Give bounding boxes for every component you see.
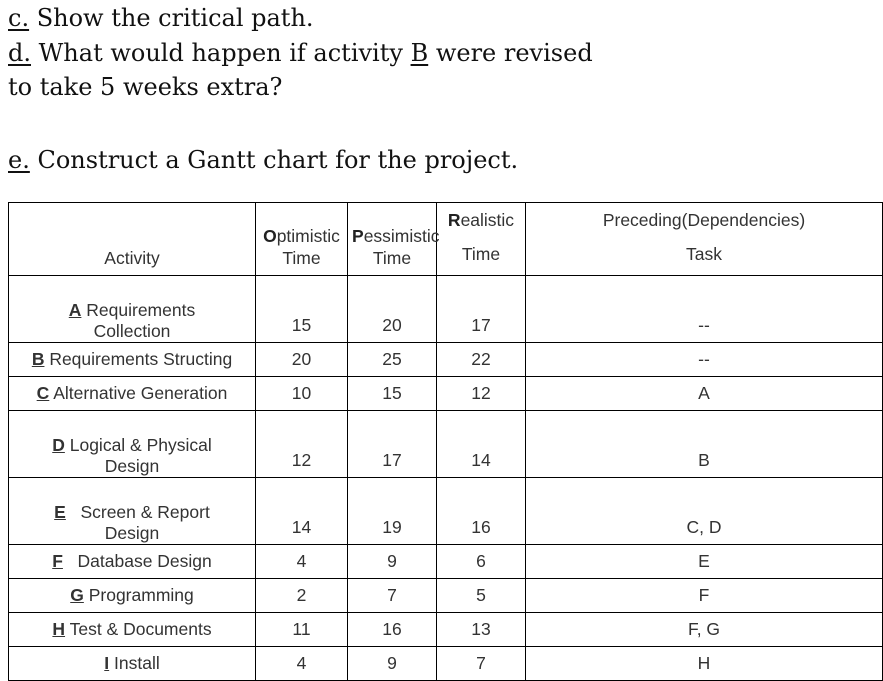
table-row <box>9 377 883 411</box>
activity-cell <box>9 411 256 478</box>
question-d <box>8 38 593 68</box>
header-optimistic-letter: O <box>263 226 277 246</box>
activity-letter: F <box>52 551 63 571</box>
question-d-line2: to take 5 weeks extra? <box>8 73 283 101</box>
question-e-letter: e. <box>8 146 30 174</box>
question-d-text-after: were revised <box>428 39 593 67</box>
optimistic-cell: 14 <box>256 478 348 545</box>
table-row <box>9 276 883 343</box>
question-c-letter: c. <box>8 4 30 32</box>
optimistic-cell: 4 <box>256 647 348 681</box>
pessimistic-cell: 19 <box>348 478 437 545</box>
header-pessimistic-rest: essimistic <box>363 226 440 246</box>
table-row <box>9 647 883 681</box>
realistic-cell: 12 <box>437 377 526 411</box>
activity-name-line1: Requirements <box>81 300 196 320</box>
activity-table <box>8 202 883 681</box>
activity-cell <box>9 647 256 681</box>
optimistic-cell: 10 <box>256 377 348 411</box>
table-row <box>9 343 883 377</box>
activity-cell <box>9 579 256 613</box>
table-row <box>9 478 883 545</box>
activity-cell <box>9 276 256 343</box>
activity-letter: A <box>68 300 82 320</box>
activity-letter: H <box>52 619 66 639</box>
optimistic-cell: 11 <box>256 613 348 647</box>
preceding-cell: H <box>526 647 883 681</box>
activity-cell <box>9 545 256 579</box>
activity-letter: I <box>104 653 110 673</box>
question-c <box>8 3 314 33</box>
activity-name-line2: Collection <box>93 321 171 341</box>
header-pessimistic <box>348 203 440 276</box>
optimistic-cell: 4 <box>256 545 348 579</box>
header-realistic-rest: ealistic <box>460 210 515 230</box>
header-preceding-line1: Preceding(Dependencies) <box>602 210 806 230</box>
header-preceding <box>526 203 883 276</box>
pessimistic-cell: 20 <box>348 276 437 343</box>
activity-cell <box>9 478 256 545</box>
activity-letter: B <box>31 349 45 369</box>
activity-name-line1: Install <box>109 653 160 673</box>
header-activity: Activity <box>9 203 256 276</box>
realistic-cell: 14 <box>437 411 526 478</box>
header-pessimistic-sub: Time <box>372 248 412 268</box>
question-e-text: Construct a Gantt chart for the project. <box>29 146 519 174</box>
activity-cell <box>9 343 256 377</box>
activity-cell <box>9 377 256 411</box>
realistic-cell: 13 <box>437 613 526 647</box>
table-row <box>9 613 883 647</box>
preceding-cell: F, G <box>526 613 883 647</box>
table-row <box>9 545 883 579</box>
activity-name-line1: Alternative Generation <box>49 383 228 403</box>
header-realistic-letter: R <box>447 210 461 230</box>
pessimistic-cell: 17 <box>348 411 437 478</box>
table-header-row <box>9 203 883 276</box>
preceding-cell: C, D <box>526 478 883 545</box>
question-d-text-before: What would happen if activity <box>31 39 411 67</box>
pessimistic-cell: 9 <box>348 545 437 579</box>
pessimistic-cell: 25 <box>348 343 437 377</box>
activity-name-line2: Design <box>104 523 160 543</box>
activity-cell <box>9 613 256 647</box>
realistic-cell: 16 <box>437 478 526 545</box>
preceding-cell: B <box>526 411 883 478</box>
pessimistic-cell: 15 <box>348 377 437 411</box>
optimistic-cell: 12 <box>256 411 348 478</box>
table-row <box>9 579 883 613</box>
realistic-cell: 7 <box>437 647 526 681</box>
pessimistic-cell: 9 <box>348 647 437 681</box>
question-d-letter: d. <box>8 39 31 67</box>
table-row <box>9 411 883 478</box>
pessimistic-cell: 16 <box>348 613 437 647</box>
header-preceding-line2: Task <box>686 244 722 264</box>
pessimistic-cell: 7 <box>348 579 437 613</box>
preceding-cell: E <box>526 545 883 579</box>
preceding-cell: F <box>526 579 883 613</box>
preceding-cell: -- <box>526 343 883 377</box>
realistic-cell: 5 <box>437 579 526 613</box>
realistic-cell: 22 <box>437 343 526 377</box>
activity-letter: C <box>36 383 50 403</box>
activity-name-line1: Screen & Report <box>65 502 210 522</box>
activity-name-line2: Design <box>104 456 160 476</box>
optimistic-cell: 2 <box>256 579 348 613</box>
activity-name-line1: Requirements Structing <box>44 349 233 369</box>
activity-name-line1: Database Design <box>62 551 212 571</box>
question-c-text: Show the critical path. <box>29 4 314 32</box>
activity-letter: G <box>70 585 84 605</box>
optimistic-cell: 15 <box>256 276 348 343</box>
preceding-cell: A <box>526 377 883 411</box>
header-realistic <box>437 203 526 276</box>
header-realistic-sub: Time <box>461 244 501 264</box>
header-optimistic <box>256 203 348 276</box>
optimistic-cell: 20 <box>256 343 348 377</box>
activity-name-line1: Logical & Physical <box>64 435 212 455</box>
activity-name-line1: Test & Documents <box>65 619 212 639</box>
realistic-cell: 6 <box>437 545 526 579</box>
activity-letter: D <box>52 435 65 455</box>
realistic-cell: 17 <box>437 276 526 343</box>
activity-letter: E <box>54 502 66 522</box>
header-pessimistic-letter: P <box>352 226 364 246</box>
activity-name-line1: Programming <box>83 585 194 605</box>
question-d-highlight: B <box>410 39 429 67</box>
header-optimistic-rest: ptimistic <box>276 226 340 246</box>
preceding-cell: -- <box>526 276 883 343</box>
question-e <box>8 145 518 175</box>
table-body <box>9 276 883 681</box>
header-optimistic-sub: Time <box>282 248 321 268</box>
